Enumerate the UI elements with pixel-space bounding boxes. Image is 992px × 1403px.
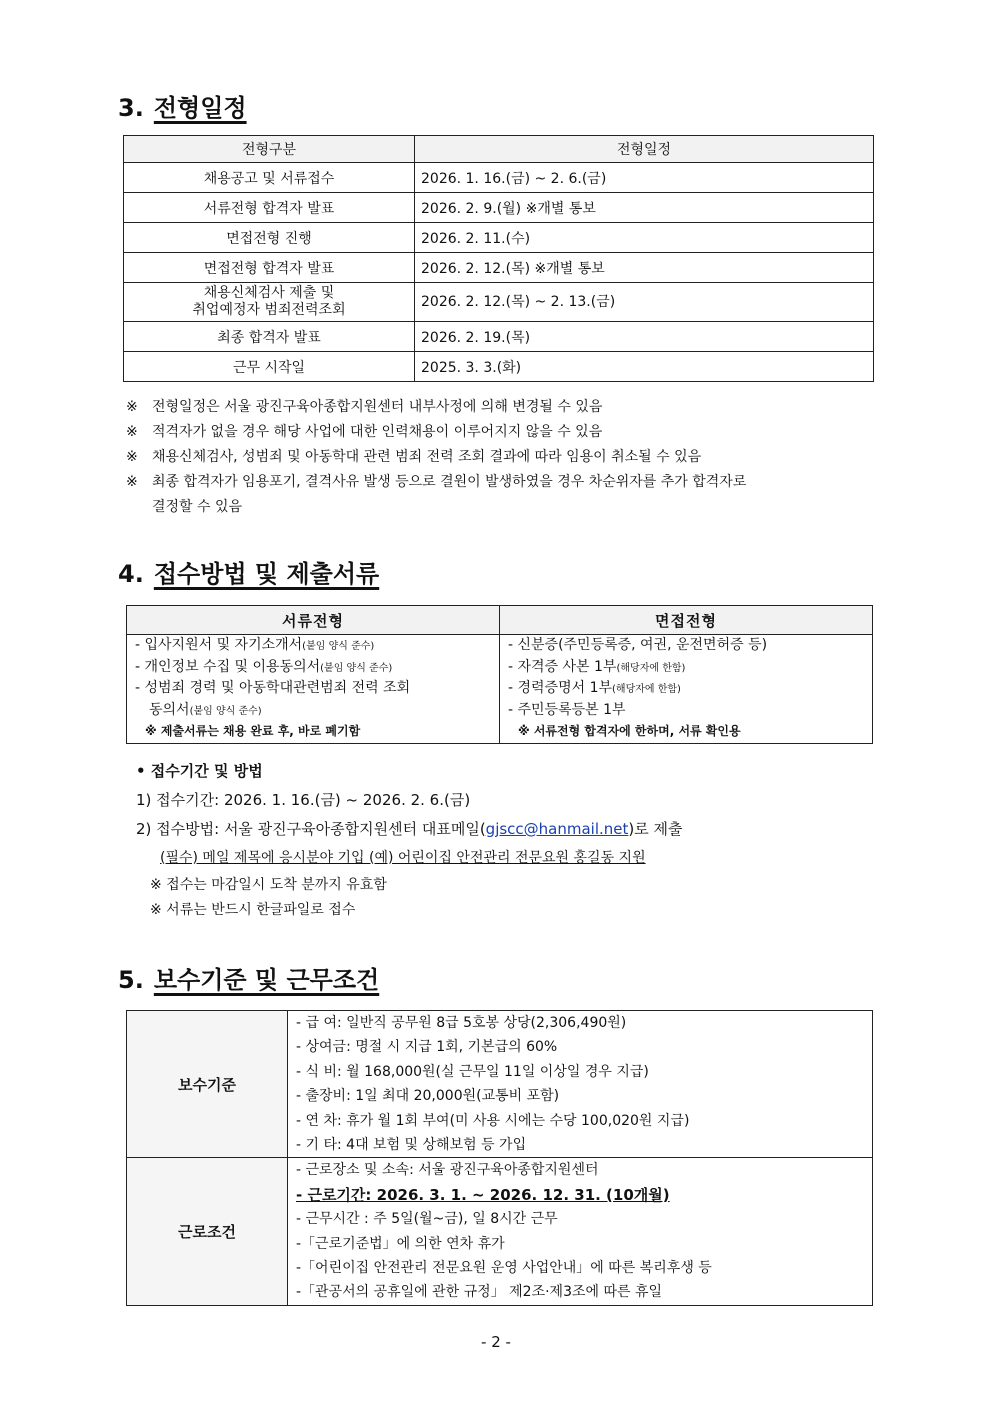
receive-period: 1) 접수기간: 2026. 1. 16.(금) ~ 2026. 2. 6.(금) bbox=[136, 791, 471, 809]
note-mark: ※ bbox=[126, 449, 138, 465]
table-row bbox=[124, 193, 874, 223]
receive-info bbox=[136, 757, 683, 923]
date-cell: 2025. 3. 3.(화) bbox=[415, 352, 874, 382]
list-item: - 신분증(주민등록증, 여권, 운전면허증 등) bbox=[508, 637, 768, 653]
table-row bbox=[124, 322, 874, 352]
documents-table bbox=[126, 605, 873, 744]
note-item: ※ 적격자가 없을 경우 해당 사업에 대한 인력채용이 이루어지지 않을 수 있음 bbox=[126, 420, 746, 445]
stage-cell: 서류전형 합격자 발표 bbox=[124, 193, 415, 223]
stage-cell: 근무 시작일 bbox=[124, 352, 415, 382]
table-header-row bbox=[124, 136, 874, 163]
schedule-table bbox=[123, 135, 874, 382]
page-number: - 2 - bbox=[481, 1333, 511, 1351]
list-item: - 자격증 사본 1부(해당자에 한함) bbox=[508, 658, 686, 675]
work-items-cell bbox=[288, 1158, 873, 1305]
list-item-emphasis: - 근로기간: 2026. 3. 1. ~ 2026. 12. 31. (10개월) bbox=[296, 1185, 670, 1204]
list-item: - 식 비: 월 168,000원(실 근무일 11일 이상일 경우 지급) bbox=[296, 1063, 649, 1080]
note-item: ※ 최종 합격자가 임용포기, 결격사유 발생 등으로 결원이 발생하였을 경우 차순위자를 추가 합격자로 bbox=[126, 470, 746, 495]
list-item: - 성범죄 경력 및 아동학대관련범죄 전력 조회 bbox=[135, 680, 411, 696]
note-item: ※ 전형일정은 서울 광진구육아종합지원센터 내부사정에 의해 변경될 수 있음 bbox=[126, 395, 746, 420]
list-item: - 상여금: 명절 시 지급 1회, 기본급의 60% bbox=[296, 1039, 558, 1056]
stage-line-1: 채용신체검사 제출 및 bbox=[203, 285, 335, 301]
document-list-cell bbox=[127, 635, 500, 744]
date-cell: 2026. 2. 12.(목) ※개별 통보 bbox=[415, 253, 874, 283]
table-header-row bbox=[127, 606, 873, 635]
list-item: - 주민등록등본 1부 bbox=[508, 701, 626, 718]
list-item-continued: 동의서(붙임 양식 준수) bbox=[149, 701, 262, 718]
receive-method: 2) 접수방법: 서울 광진구육아종합지원센터 대표메일(gjscc@hanmail.net)로 제출 bbox=[136, 820, 683, 838]
stage-cell: 면접전형 진행 bbox=[124, 223, 415, 253]
section-number: 3. bbox=[118, 94, 144, 122]
list-item: - 근로장소 및 소속: 서울 광진구육아종합지원센터 bbox=[296, 1162, 599, 1179]
interview-list-cell bbox=[500, 635, 873, 744]
note-mark: ※ bbox=[126, 399, 138, 415]
work-label: 근로조건 bbox=[127, 1158, 288, 1305]
stage-cell: 면접전형 합격자 발표 bbox=[124, 253, 415, 283]
table-row bbox=[124, 253, 874, 283]
column-header-interview: 면접전형 bbox=[500, 606, 873, 635]
stage-cell bbox=[124, 283, 415, 322]
receive-note: ※ 접수는 마감일시 도착 분까지 유효함 bbox=[150, 877, 387, 893]
column-header-stage: 전형구분 bbox=[124, 136, 415, 163]
section-title-text: 보수기준 및 근무조건 bbox=[153, 966, 380, 994]
list-item: - 근무시간 : 주 5일(월~금), 일 8시간 근무 bbox=[296, 1211, 558, 1228]
list-item: - 개인정보 수집 및 이용동의서(붙임 양식 준수) bbox=[135, 658, 393, 675]
table-row bbox=[124, 283, 874, 322]
pay-label: 보수기준 bbox=[127, 1011, 288, 1158]
date-cell: 2026. 2. 11.(수) bbox=[415, 223, 874, 253]
subject-required: (필수) 메일 제목에 응시분야 기입 (예) 어린이집 안전관리 전문요원 홍길동 지원 bbox=[160, 850, 646, 866]
schedule-notes bbox=[126, 395, 746, 520]
list-item: - 입사지원서 및 자기소개서(붙임 양식 준수) bbox=[135, 637, 375, 653]
pay-items-cell bbox=[288, 1011, 873, 1158]
list-item: -「관공서의 공휴일에 관한 규정」 제2조·제3조에 따른 휴일 bbox=[296, 1284, 663, 1301]
list-item: - 경력증명서 1부(해당자에 한함) bbox=[508, 680, 681, 696]
note-item-continued: 결정할 수 있음 bbox=[152, 499, 243, 515]
interview-note: ※ 서류전형 합격자에 한하며, 서류 확인용 bbox=[518, 724, 741, 738]
column-header-date: 전형일정 bbox=[415, 136, 874, 163]
table-row bbox=[124, 163, 874, 193]
note-item: ※ 채용신체검사, 성범죄 및 아동학대 관련 범죄 전력 조회 결과에 따라 임용이 취소될 수 있음 bbox=[126, 445, 746, 470]
conditions-table bbox=[126, 1010, 873, 1306]
date-cell: 2026. 2. 9.(월) ※개별 통보 bbox=[415, 193, 874, 223]
column-header-document: 서류전형 bbox=[127, 606, 500, 635]
date-cell: 2026. 2. 19.(목) bbox=[415, 322, 874, 352]
list-item: - 연 차: 휴가 월 1회 부여(미 사용 시에는 수당 100,020원 지급) bbox=[296, 1112, 690, 1129]
section-number: 5. bbox=[118, 966, 144, 994]
receive-heading: • 접수기간 및 방법 bbox=[136, 762, 263, 780]
date-cell: 2026. 1. 16.(금) ~ 2. 6.(금) bbox=[415, 163, 874, 193]
table-row bbox=[127, 635, 873, 744]
section-title-text: 전형일정 bbox=[153, 94, 247, 122]
list-item: - 급 여: 일반직 공무원 8급 5호봉 상당(2,306,490원) bbox=[296, 1015, 627, 1031]
table-row bbox=[124, 352, 874, 382]
document-note: ※ 제출서류는 채용 완료 후, 바로 폐기함 bbox=[145, 724, 361, 738]
email-link[interactable]: gjscc@hanmail.net bbox=[485, 820, 629, 838]
note-mark: ※ bbox=[126, 424, 138, 440]
table-row bbox=[124, 223, 874, 253]
receive-note: ※ 서류는 반드시 한글파일로 접수 bbox=[150, 902, 356, 918]
note-mark: ※ bbox=[126, 474, 138, 490]
section-3-title bbox=[118, 88, 247, 123]
table-row bbox=[127, 1158, 873, 1305]
stage-cell: 최종 합격자 발표 bbox=[124, 322, 415, 352]
table-row bbox=[127, 1011, 873, 1158]
section-number: 4. bbox=[118, 560, 144, 588]
list-item: -「근로기준법」에 의한 연차 휴가 bbox=[296, 1235, 505, 1252]
stage-cell: 채용공고 및 서류접수 bbox=[124, 163, 415, 193]
list-item: - 출장비: 1일 최대 20,000원(교통비 포함) bbox=[296, 1088, 560, 1105]
section-5-title bbox=[118, 960, 379, 995]
section-title-text: 접수방법 및 제출서류 bbox=[153, 560, 380, 588]
stage-line-2: 취업예정자 범죄전력조회 bbox=[192, 302, 346, 318]
section-4-title bbox=[118, 554, 379, 589]
list-item: - 기 타: 4대 보험 및 상해보험 등 가입 bbox=[296, 1136, 527, 1153]
list-item: -「어린이집 안전관리 전문요원 운영 사업안내」에 따른 복리후생 등 bbox=[296, 1259, 712, 1276]
date-cell: 2026. 2. 12.(목) ~ 2. 13.(금) bbox=[415, 283, 874, 322]
